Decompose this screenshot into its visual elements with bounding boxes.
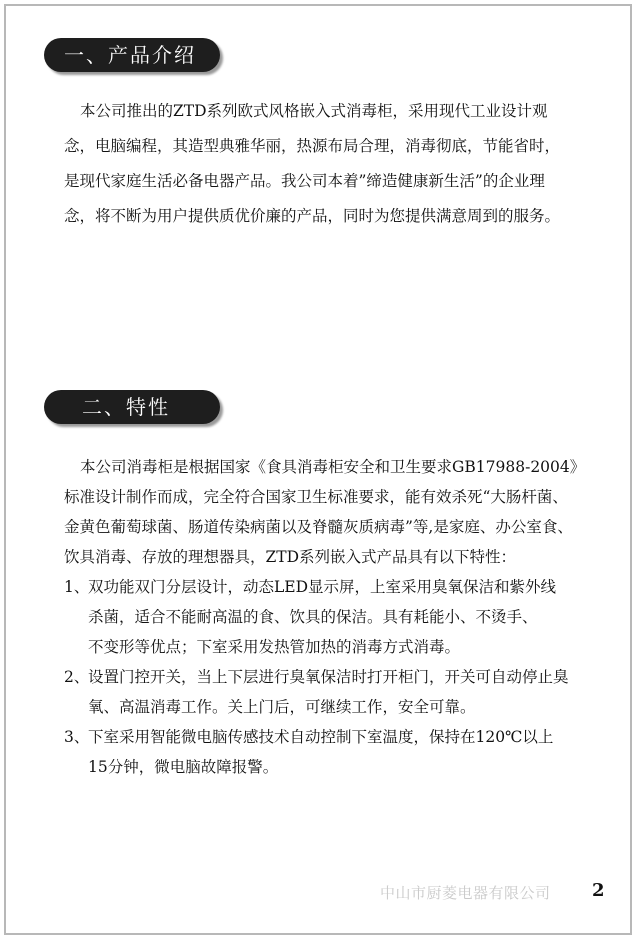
feature-body bbox=[64, 572, 556, 662]
feature-number: 3、 bbox=[64, 728, 90, 746]
feature-line: 设置门控开关，当上下层进行臭氧保洁时打开柜门，开关可自动停止臭 bbox=[88, 668, 569, 686]
paragraph-line: 念，电脑编程，其造型典雅华丽，热源布局合理，消毒彻底，节能省时， bbox=[64, 137, 561, 155]
feature-number: 1、 bbox=[64, 578, 90, 596]
feature-body bbox=[64, 662, 569, 722]
paragraph-line: 本公司推出的ZTD系列欧式风格嵌入式消毒柜，采用现代工业设计观 bbox=[80, 102, 548, 120]
feature-line: 氧、高温消毒工作。关上门后，可继续工作，安全可靠。 bbox=[88, 698, 476, 716]
feature-line: 15分钟，微电脑故障报警。 bbox=[88, 758, 279, 776]
paragraph-line: 金黄色葡萄球菌、肠道传染病菌以及脊髓灰质病毒”等,是家庭、办公室食、 bbox=[64, 518, 573, 536]
feature-line: 杀菌，适合不能耐高温的食、饮具的保洁。具有耗能小、不烫手、 bbox=[88, 608, 538, 626]
footer-company-name: 中山市厨菱电器有限公司 bbox=[380, 884, 551, 902]
paragraph-line: 念，将不断为用户提供质优价廉的产品，同时为您提供满意周到的服务。 bbox=[64, 207, 561, 225]
paragraph-line: 标准设计制作而成，完全符合国家卫生标准要求，能有效杀死“大肠杆菌、 bbox=[64, 488, 568, 506]
section-title-features: 二、特性 bbox=[44, 390, 220, 424]
feature-item bbox=[64, 572, 556, 662]
features-paragraph bbox=[64, 452, 612, 572]
section-title-product-intro: 一、产品介绍 bbox=[44, 38, 220, 72]
feature-item bbox=[64, 722, 553, 782]
feature-line: 下室采用智能微电脑传感技术自动控制下室温度，保持在120℃以上 bbox=[88, 728, 554, 746]
feature-body bbox=[64, 722, 553, 782]
page-number: 2 bbox=[592, 880, 605, 901]
feature-line: 双功能双门分层设计，动态LED显示屏，上室采用臭氧保洁和紫外线 bbox=[88, 578, 557, 596]
feature-number: 2、 bbox=[64, 668, 90, 686]
paragraph-line: 本公司消毒柜是根据国家《食具消毒柜安全和卫生要求GB17988-2004》 bbox=[80, 458, 586, 476]
paragraph-line: 是现代家庭生活必备电器产品。我公司本着”缔造健康新生活”的企业理 bbox=[64, 172, 545, 190]
product-intro-paragraph bbox=[64, 94, 612, 234]
feature-line: 不变形等优点；下室采用发热管加热的消毒方式消毒。 bbox=[88, 638, 461, 656]
paragraph-line: 饮具消毒、存放的理想器具，ZTD系列嵌入式产品具有以下特性： bbox=[64, 548, 517, 566]
feature-item bbox=[64, 662, 569, 722]
